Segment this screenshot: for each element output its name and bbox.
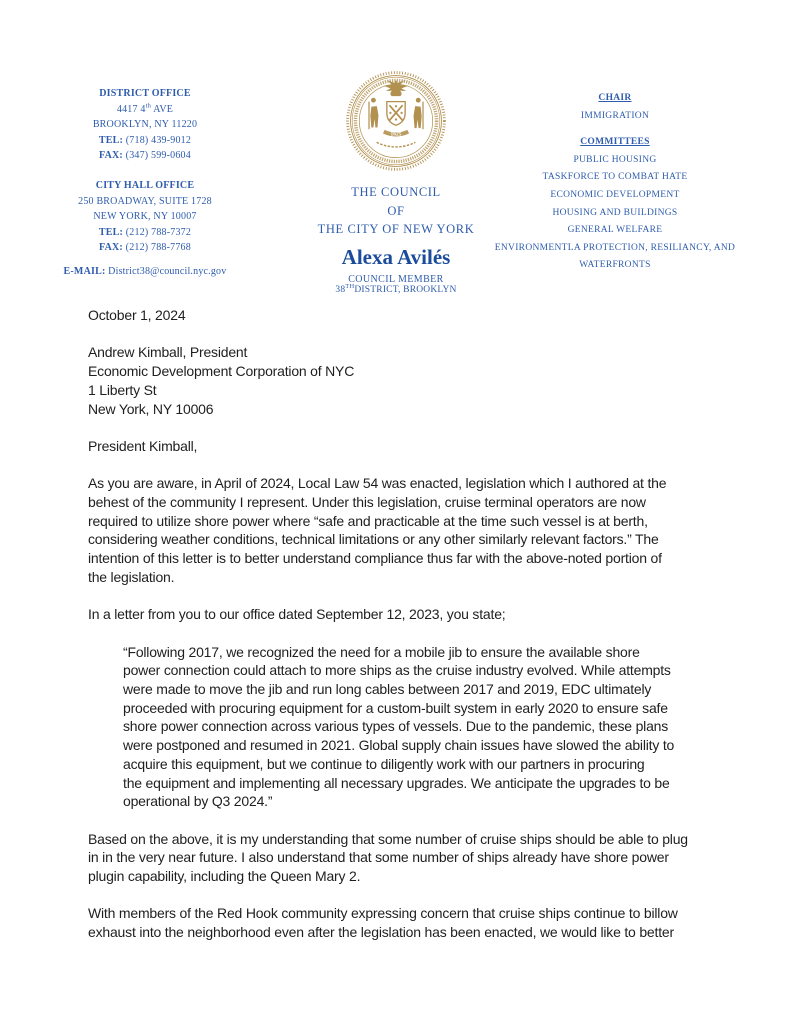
fax-label: FAX:: [99, 242, 123, 254]
fax-label: FAX:: [99, 150, 123, 162]
district-office-address-rest: AVE: [151, 103, 174, 115]
tel-value: (212) 788-7372: [123, 226, 192, 238]
tel-label: TEL:: [98, 134, 124, 146]
email-address: District38@council.nyc.gov: [105, 265, 227, 277]
district-office-address: [28, 102, 262, 118]
nyc-council-seal-icon: [345, 68, 447, 176]
district-number: 38: [335, 284, 346, 295]
district-office-address-base: 4417 4: [116, 103, 146, 115]
tel-label: TEL:: [98, 226, 124, 238]
district-office-title-text: DISTRICT OFFICE: [99, 88, 191, 99]
committees-gap: [482, 125, 748, 134]
salutation: President Kimball,: [88, 437, 198, 454]
seal-year: 1625: [390, 131, 402, 138]
committee-item: TASKFORCE TO COMBAT HATE: [542, 172, 688, 183]
fax-value: (212) 788-7768: [122, 242, 191, 254]
paragraph-1: As you are aware, in April of 2024, Local Law 54 was enacted, legislation which I authored at the behest of the community I represent. Under this legislation, cruise terminal operators are now required to utilize shore power where “safe and practicable at the time such vessel is at berth, considering weather conditions, technical limitations or any other similarly relevant factors.” The intention of this letter is to better understand compliance thus far with the above-noted portion of the legislation.: [88, 475, 667, 585]
council-member-district: [296, 282, 496, 296]
paragraph-3: Based on the above, it is my understanding that some number of cruise ships should be able to plug in in the very near future. I also understand that some number of ships already have shore power plugin capability, including the Queen Mary 2.: [88, 830, 688, 884]
city-hall-office-address: 250 BROADWAY, SUITE 1728: [78, 195, 212, 207]
paragraph-4: With members of the Red Hook community expressing concern that cruise ships continue to billow exhaust into the neighborhood even after the legislation has been enacted, we would like to better: [88, 905, 678, 941]
council-member-title: COUNCIL MEMBER: [348, 273, 444, 285]
email-gap: [28, 256, 262, 264]
letterhead-left-column: [28, 86, 262, 280]
letterhead-center-column: [296, 68, 496, 296]
council-member-name: Alexa Avilés: [341, 244, 451, 269]
paragraph-2: In a letter from you to our office dated September 12, 2023, you state;: [88, 606, 506, 623]
city-hall-office-tel: [28, 225, 262, 241]
org-name-line2: OF: [387, 203, 405, 218]
district-office-fax: [28, 148, 262, 164]
committee-item: PUBLIC HOUSING: [573, 154, 657, 165]
committee-item: HOUSING AND BUILDINGS: [552, 207, 678, 218]
committee-item: GENERAL WELFARE: [567, 225, 663, 236]
city-hall-office-title: [28, 178, 262, 194]
city-hall-office-title-text: CITY HALL OFFICE: [95, 179, 195, 191]
recipient-address-block: Andrew Kimball, President Economic Development Corporation of NYC 1 Liberty St New York, NY 10006: [88, 344, 355, 417]
district-office-tel: [28, 133, 262, 149]
nyc-council-seal: [345, 68, 447, 181]
letter-date: October 1, 2024: [88, 307, 186, 323]
committee-item: WATERFRONTS: [579, 260, 651, 271]
chair-item: IMMIGRATION: [580, 110, 650, 121]
district-office-title: [28, 86, 262, 102]
letterhead-right-column: [482, 90, 748, 275]
district-rest: DISTRICT, BROOKLYN: [354, 284, 457, 295]
chair-heading: CHAIR: [598, 93, 632, 103]
committee-item: ECONOMIC DEVELOPMENT: [550, 189, 680, 200]
district-office-address-sup: th: [145, 102, 152, 110]
email-line: [28, 264, 262, 280]
tel-value: (718) 439-9012: [123, 134, 192, 146]
city-hall-office-fax: [28, 240, 262, 256]
city-hall-office-city: NEW YORK, NY 10007: [93, 211, 197, 223]
org-name-line3: THE CITY OF NEW YORK: [317, 222, 475, 236]
committees-heading: COMMITTEES: [580, 137, 650, 148]
fax-value: (347) 599-0604: [122, 150, 191, 162]
email-label: E-MAIL:: [63, 265, 106, 277]
quoted-edc-statement: “Following 2017, we recognized the need for a mobile jib to ensure the available shore power connection could attach to more ships as the cruise industry evolved. While attempts were made to move the jib and run long cables between 2017 and 2019, EDC ultimately proceeded with procuring equipment for a custom-built system in early 2020 to ensure safe shore power connection across various types of vessels. Due to the pandemic, these plans were postponed and resumed in 2021. Global supply chain issues have slowed the ability to acquire this equipment, but we continue to diligently work with our partners in procuring the equipment and implementing all necessary upgrades. We anticipate the upgrades to be operational by Q3 2024.”: [123, 643, 675, 810]
district-ordinal-sup: TH: [345, 282, 355, 290]
committee-item: ENVIRONMENTLA PROTECTION, RESILIANCY, AND: [494, 242, 736, 253]
letter-body: [88, 306, 748, 960]
org-name-line1: THE COUNCIL: [351, 185, 441, 199]
office-gap: [28, 164, 262, 178]
district-office-city: BROOKLYN, NY 11220: [92, 119, 198, 131]
